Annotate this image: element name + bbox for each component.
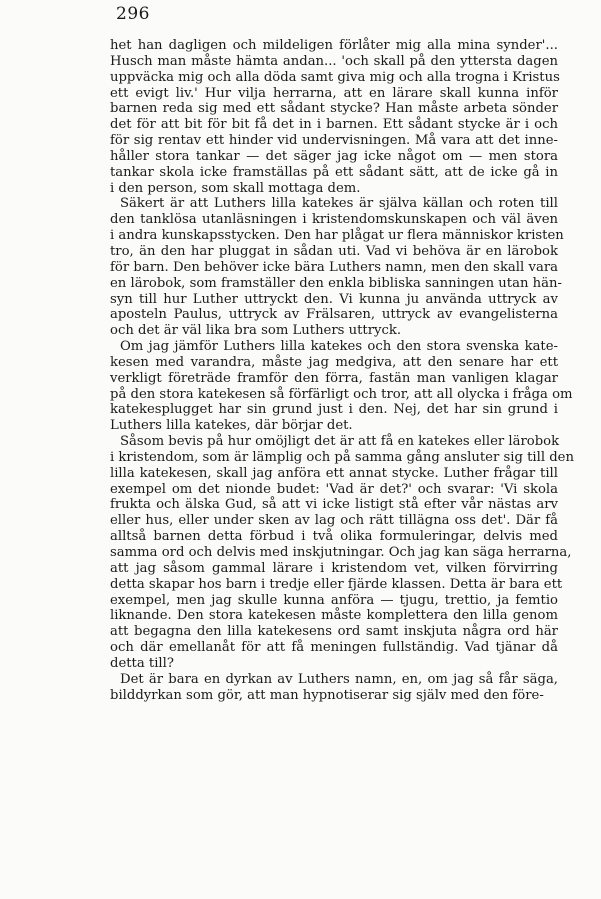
text-line: det för att bit för bit få det in i barnen. Ett sådant stycke är i och xyxy=(110,117,558,133)
text-line: för sig rentav ett hinder vid undervisningen. Må vara att det inne- xyxy=(110,133,558,149)
text-line: detta till? xyxy=(110,655,174,671)
page-number: 296 xyxy=(116,4,150,24)
text-line: samma ord och delvis med inskjutningar. Och jag kan säga herrarna, xyxy=(110,545,572,560)
text-line: håller stora tankar — det säger jag icke något om — men stora xyxy=(110,148,558,164)
text-line: aposteln Paulus, uttryck av Frälsaren, uttryck av evangelisterna xyxy=(110,307,558,323)
text-line: tro, än den har pluggat in sådan uti. Vad vi behöva är en lärobok xyxy=(110,243,558,259)
text-line: liknande. Den stora katekesen måste komplettera den lilla genom xyxy=(110,608,558,624)
text-line: Det är bara en dyrkan av Luthers namn, en, om jag så får säga, xyxy=(120,671,558,687)
text-line: eller hus, eller under sken av lag och rätt tillägna oss det'. Där få xyxy=(110,513,558,529)
text-line: katekesplugget har sin grund just i den. Nej, det har sin grund i xyxy=(110,402,558,418)
text-line: Såsom bevis på hur omöjligt det är att få en katekes eller lärobok xyxy=(120,434,560,450)
text-line: i kristendom, som är lämplig och på samma gång ansluter sig till den xyxy=(110,449,574,465)
text-line: verkligt företräde framför den förra, fastän man vanligen klagar xyxy=(110,370,558,386)
text-line: en lärobok, som framställer den enkla bibliska sanningen utan hän- xyxy=(110,275,562,291)
text-line: Luthers lilla katekes, där börjar det. xyxy=(110,418,353,434)
text-line: att jag såsom gammal lärare i kristendom vet, vilken förvirring xyxy=(110,560,558,576)
text-line: syn till hur Luther uttryckt den. Vi kunna ju använda uttryck av xyxy=(110,291,558,307)
paragraph xyxy=(110,672,558,704)
paragraph xyxy=(110,38,558,196)
text-line: att begagna den lilla katekesens ord samt inskjuta några ord här xyxy=(110,624,558,640)
text-line: Husch man måste hämta andan... 'och skall på den yttersta dagen xyxy=(110,53,558,69)
paragraph xyxy=(110,434,574,672)
text-line: ett evigt liv.' Hur vilja herrarna, att en lärare skall kunna inför xyxy=(110,85,558,101)
text-line: och där emellanåt för att få meningen fullständig. Vad tjänar då xyxy=(110,640,558,656)
text-line: uppväcka mig och alla döda samt giva mig och alla trogna i Kristus xyxy=(110,69,560,85)
text-line: detta skapar hos barn i tredje eller fjärde klassen. Detta är bara ett xyxy=(110,576,563,592)
body-text xyxy=(110,38,574,703)
text-line: frukta och älska Gud, så att vi icke listigt stå efter vår nästas arv xyxy=(110,497,558,513)
text-line: i den person, som skall mottaga dem. xyxy=(110,180,361,196)
paragraph xyxy=(110,339,573,434)
text-line: kesen med varandra, måste jag medgiva, att den senare har ett xyxy=(110,354,558,370)
text-line: Säkert är att Luthers lilla katekes är själva källan och roten till xyxy=(120,196,558,212)
text-line: för barn. Den behöver icke bära Luthers namn, men den skall vara xyxy=(110,259,558,275)
text-line: exempel om det nionde budet: 'Vad är det?' och svarar: 'Vi skola xyxy=(110,481,558,497)
text-line: och det är väl lika bra som Luthers uttryck. xyxy=(110,323,402,339)
paragraph xyxy=(110,196,564,339)
text-line: exempel, men jag skulle kunna anföra — tjugu, trettio, ja femtio xyxy=(110,592,558,608)
text-line: bilddyrkan som gör, att man hypnotiserar sig själv med den före- xyxy=(110,687,544,703)
text-line: tankar skola icke framställas på ett sådant sätt, att de icke gå in xyxy=(110,164,558,180)
text-line: barnen reda sig med ett sådant stycke? Han måste arbeta sönder xyxy=(110,101,558,117)
text-line: på den stora katekesen så förfärligt och tror, att all olycka i fråga om xyxy=(110,386,573,402)
text-line: alltså barnen detta förbud i två olika formuleringar, delvis med xyxy=(110,529,558,545)
text-line: lilla katekesen, skall jag anföra ett annat stycke. Luther frågar till xyxy=(110,465,558,481)
text-line: het han dagligen och mildeligen förlåter mig alla mina synder'... xyxy=(110,38,558,53)
text-line: i andra kunskapsstycken. Den har plågat ur flera människor kristen xyxy=(110,228,564,244)
text-line: den tanklösa utanläsningen i kristendomskunskapen och väl även xyxy=(110,212,558,228)
text-line: Om jag jämför Luthers lilla katekes och den stora svenska kate- xyxy=(120,339,558,355)
